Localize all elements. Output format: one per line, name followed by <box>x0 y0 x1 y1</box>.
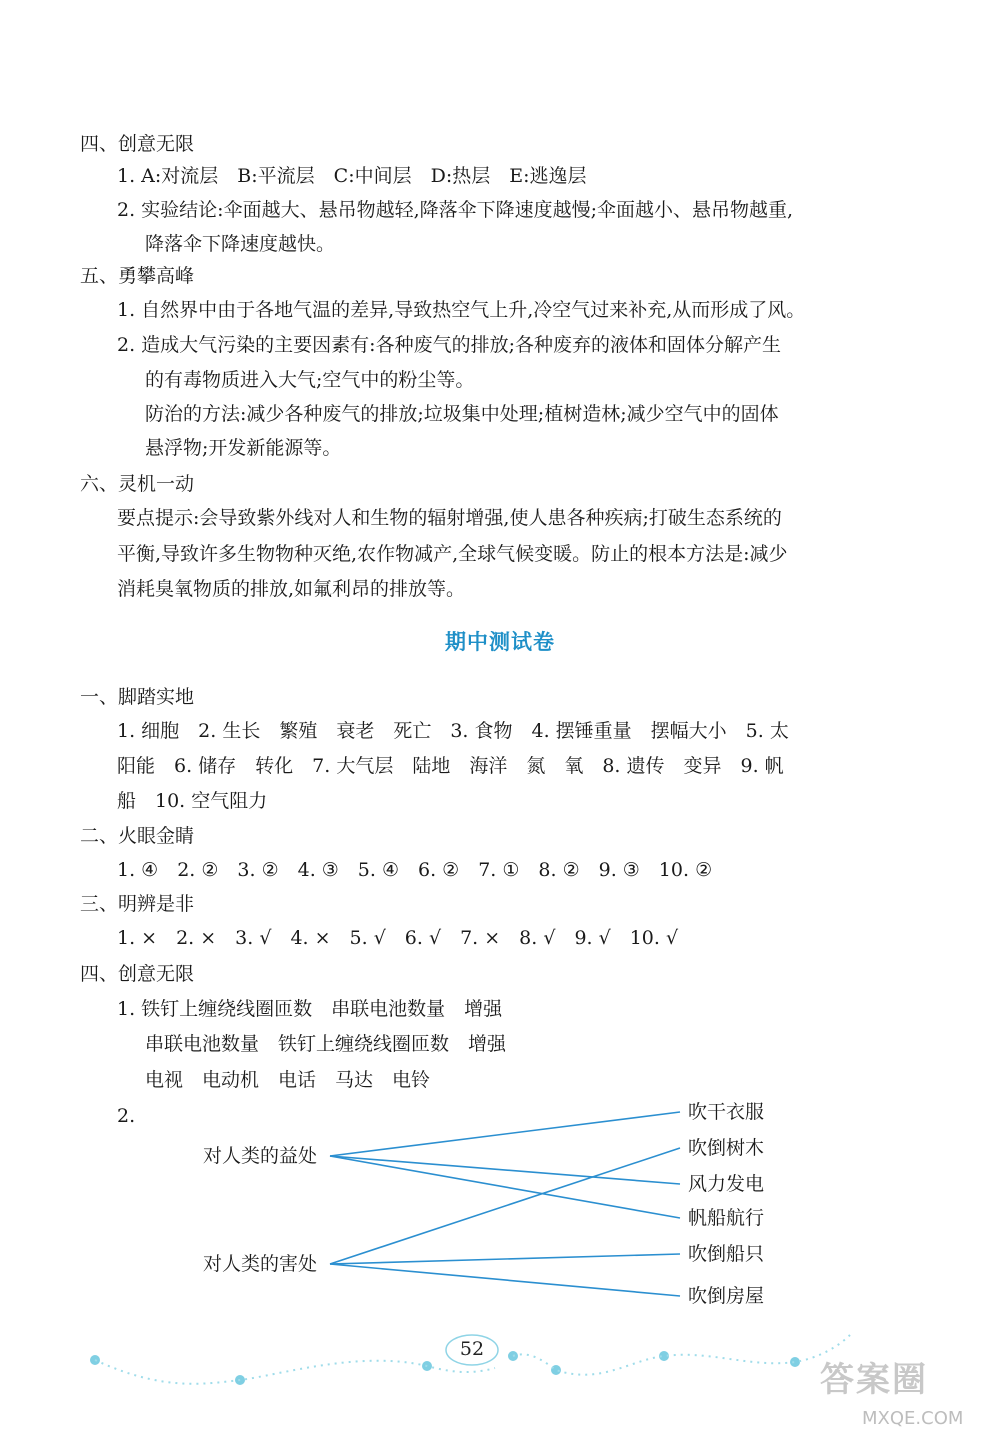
answer-line: 电视 电动机 电话 马达 电铃 <box>145 1069 431 1091</box>
exam-title: 期中测试卷 <box>445 630 555 654</box>
answer-line: 2. 实验结论:伞面越大、悬吊物越轻,降落伞下降速度越慢;伞面越小、悬吊物越重, <box>117 199 794 221</box>
answer-line: 防治的方法:减少各种废气的排放;垃圾集中处理;植树造林;减少空气中的固体 <box>145 403 779 425</box>
match-line <box>330 1264 680 1296</box>
answer-line: 1. ④ 2. ② 3. ② 4. ③ 5. ④ 6. ② 7. ① 8. ② 9. ③ 10. ② <box>117 859 713 881</box>
answer-line: 1. 自然界中由于各地气温的差异,导致热空气上升,冷空气过来补充,从而形成了风。 <box>117 299 806 321</box>
answer-line: 1. 铁钉上缠绕线圈匝数 串联电池数量 增强 <box>117 998 503 1020</box>
match-line <box>330 1112 680 1156</box>
answer-line: 1. 细胞 2. 生长 繁殖 衰老 死亡 3. 食物 4. 摆锤重量 摆幅大小 5. 太 <box>117 720 789 742</box>
question-number: 2. <box>117 1105 136 1127</box>
section-heading: 四、创意无限 <box>80 963 195 985</box>
answer-line: 消耗臭氧物质的排放,如氟利昂的排放等。 <box>117 578 466 600</box>
answer-line: 的有毒物质进入大气;空气中的粉尘等。 <box>145 369 475 391</box>
answer-line: 1. × 2. × 3. √ 4. × 5. √ 6. √ 7. × 8. √ 9. √ 10. √ <box>117 927 679 949</box>
watermark-logo: 答案圈 <box>820 1360 928 1400</box>
answer-line: 船 10. 空气阻力 <box>117 790 268 812</box>
section-heading: 一、脚踏实地 <box>80 686 195 708</box>
match-line <box>330 1254 680 1264</box>
page-number: 52 <box>459 1338 485 1360</box>
right-label: 吹倒树木 <box>688 1137 765 1159</box>
section-heading: 三、明辨是非 <box>80 893 195 915</box>
watermark-url: MXQE.COM <box>862 1408 964 1429</box>
answer-line: 平衡,导致许多生物物种灭绝,农作物减产,全球气候变暖。防止的根本方法是:减少 <box>117 543 788 565</box>
section-heading: 五、勇攀高峰 <box>80 265 195 287</box>
answer-line: 2. 造成大气污染的主要因素有:各种废气的排放;各种废弃的液体和固体分解产生 <box>117 334 781 356</box>
answer-line: 1. A:对流层 B:平流层 C:中间层 D:热层 E:逃逸层 <box>117 165 587 187</box>
section-heading: 二、火眼金睛 <box>80 825 195 847</box>
right-label: 吹倒房屋 <box>688 1285 765 1307</box>
answer-line: 要点提示:会导致紫外线对人和生物的辐射增强,使人患各种疾病;打破生态系统的 <box>117 507 782 529</box>
section-heading: 六、灵机一动 <box>80 473 195 495</box>
answer-line: 降落伞下降速度越快。 <box>145 233 336 255</box>
left-label-benefit: 对人类的益处 <box>203 1145 318 1167</box>
right-label: 吹倒船只 <box>688 1243 765 1265</box>
answer-line: 串联电池数量 铁钉上缠绕线圈匝数 增强 <box>145 1033 507 1055</box>
right-label: 风力发电 <box>688 1173 765 1195</box>
left-label-harm: 对人类的害处 <box>203 1253 318 1275</box>
answer-line: 悬浮物;开发新能源等。 <box>145 437 342 459</box>
right-label: 帆船航行 <box>688 1207 765 1229</box>
right-label: 吹干衣服 <box>688 1101 765 1123</box>
answer-line: 阳能 6. 储存 转化 7. 大气层 陆地 海洋 氮 氧 8. 遗传 变异 9. 帆 <box>117 755 784 777</box>
section-heading: 四、创意无限 <box>80 133 195 155</box>
match-line <box>330 1156 680 1184</box>
